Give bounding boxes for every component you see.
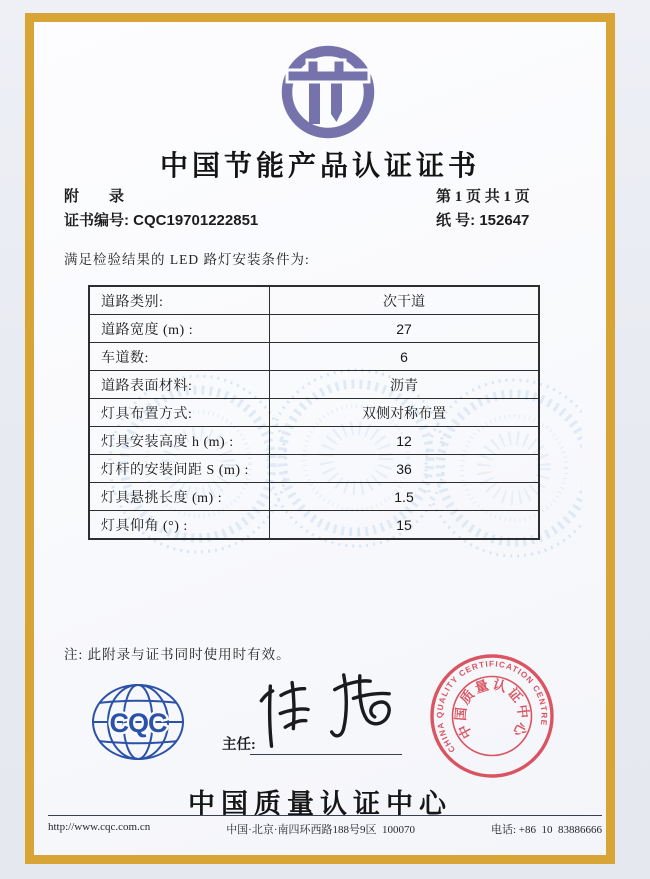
footer-address: 中国·北京·南四环西路188号9区 100070 (226, 824, 416, 836)
cqc-red-seal (424, 648, 560, 784)
energy-saving-mark-icon (281, 43, 375, 141)
table-row (89, 455, 539, 483)
row-value: 27 (270, 315, 540, 343)
footer-divider (48, 815, 602, 816)
row-label: 灯具悬挑长度 (m) : (89, 483, 270, 511)
footer (48, 821, 602, 837)
validity-note: 注: 此附录与证书同时使用时有效。 (64, 647, 291, 662)
row-value: 1.5 (270, 483, 540, 511)
table-row (89, 343, 539, 371)
row-value: 15 (270, 511, 540, 540)
row-label: 灯杆的安装间距 S (m) : (89, 455, 270, 483)
svg-text:CHINA QUALITY CERTIFICATION (435, 659, 548, 754)
row-value: 沥青 (270, 371, 540, 399)
page-info: 第 1 页 共 1 页 (436, 189, 530, 205)
table-row (89, 399, 539, 427)
row-value: 36 (270, 455, 540, 483)
director-signature (250, 668, 410, 750)
table-row (89, 286, 539, 315)
row-value: 次干道 (270, 286, 540, 315)
seal-outer-text: CHINA QUALITY CERTIFICATION CENTRE (435, 659, 549, 755)
table-row (89, 427, 539, 455)
paper-number: 纸 号: 152647 (436, 212, 530, 229)
table-row (89, 483, 539, 511)
row-value: 双侧对称布置 (270, 399, 540, 427)
organization-name: 中国质量认证中心 (188, 789, 452, 819)
meta-row-numbers (64, 209, 572, 230)
row-value: 6 (270, 343, 540, 371)
row-label: 灯具安装高度 h (m) : (89, 427, 270, 455)
row-label: 车道数: (89, 343, 270, 371)
certificate-number: 证书编号: CQC19701222851 (64, 212, 259, 229)
director-label: 主任: (222, 737, 256, 753)
table-row (89, 511, 539, 540)
installation-conditions-table (88, 285, 540, 540)
row-label: 道路宽度 (m) : (89, 315, 270, 343)
footer-url: http://www.cqc.com.cn (48, 821, 151, 833)
cqc-globe-logo (90, 682, 186, 762)
seal-inner-text: 中国质量认证中心 (452, 676, 532, 742)
intro-line: 满足检验结果的 LED 路灯安装条件为: (64, 252, 310, 267)
certificate-page (25, 13, 615, 864)
meta-row-appendix (64, 185, 572, 206)
svg-text:中国质量认证中心 (452, 676, 532, 742)
row-label: 道路表面材料: (89, 371, 270, 399)
certificate-title: 中国节能产品认证证书 (159, 150, 480, 181)
table-row (89, 315, 539, 343)
row-label: 灯具布置方式: (89, 399, 270, 427)
row-label: 灯具仰角 (°) : (89, 511, 270, 540)
table-row (89, 371, 539, 399)
row-value: 12 (270, 427, 540, 455)
row-label: 道路类别: (89, 286, 270, 315)
footer-phone: 电话: +86 10 83886666 (490, 824, 602, 836)
appendix-label: 附 录 (64, 189, 125, 205)
cqc-logo-text: CQC (109, 708, 167, 738)
